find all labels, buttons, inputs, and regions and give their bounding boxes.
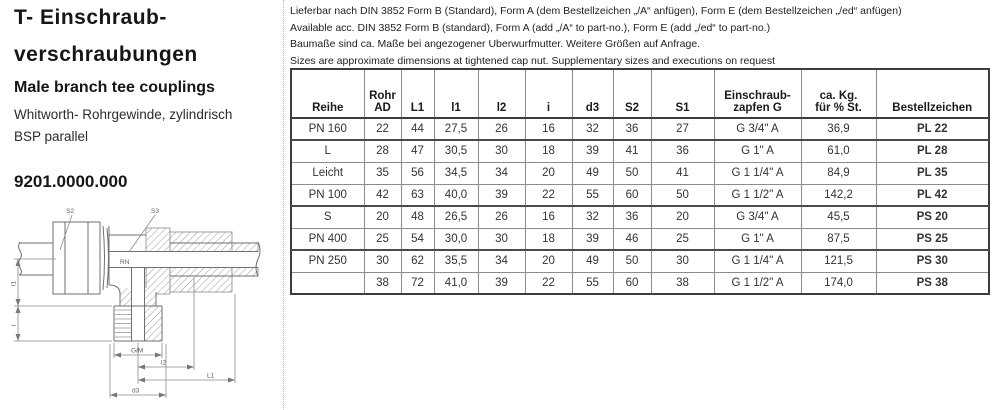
cell-l2: 26 <box>478 206 525 228</box>
cell-zapfen: G 1 1/4" A <box>714 162 801 184</box>
cell-bestell: PL 42 <box>876 184 989 206</box>
info-line-en-2: Sizes are approximate dimensions at tightened cap nut. Supplementary sizes and executions on request <box>290 54 776 67</box>
cell-s2: 41 <box>613 140 651 162</box>
cell-l1: 35,5 <box>434 250 478 272</box>
header-L1: L1 <box>401 69 434 118</box>
cell-reihe: Leicht <box>291 162 364 184</box>
stud-thread-lines <box>115 310 131 337</box>
cell-s1: 25 <box>651 228 714 250</box>
drawing-label-l2: l2 <box>161 359 167 367</box>
table-row <box>291 206 989 228</box>
cell-L1: 44 <box>401 118 434 140</box>
cell-l1: 34,5 <box>434 162 478 184</box>
drawing-label-rn: RN <box>120 259 130 266</box>
cell-kg: 84,9 <box>801 162 876 184</box>
cell-kg: 121,5 <box>801 250 876 272</box>
cell-s1: 41 <box>651 162 714 184</box>
drawing-label-L1: L1 <box>207 372 215 380</box>
cell-L1: 63 <box>401 184 434 206</box>
cell-d3: 55 <box>572 184 613 206</box>
drawing-label-s2: S2 <box>66 208 74 215</box>
cell-L1: 47 <box>401 140 434 162</box>
header-einschraubzapfen: Einschraub- zapfen G <box>714 69 801 118</box>
cell-i: 22 <box>525 272 572 294</box>
table-row <box>291 228 989 250</box>
cell-kg: 61,0 <box>801 140 876 162</box>
cell-d3: 39 <box>572 140 613 162</box>
cell-ad: 42 <box>364 184 401 206</box>
cell-d3: 49 <box>572 250 613 272</box>
header-s1: S1 <box>651 69 714 118</box>
cell-bestell: PS 25 <box>876 228 989 250</box>
header-bestellzeichen: Bestellzeichen <box>876 69 989 118</box>
cell-zapfen: G 1 1/2" A <box>714 184 801 206</box>
cell-l1: 30,5 <box>434 140 478 162</box>
table-body <box>291 118 989 294</box>
table-row <box>291 272 989 294</box>
cell-reihe: L <box>291 140 364 162</box>
table-row <box>291 118 989 140</box>
cell-l2: 30 <box>478 140 525 162</box>
technical-drawing <box>8 202 283 407</box>
cell-L1: 48 <box>401 206 434 228</box>
cell-l2: 39 <box>478 272 525 294</box>
table-row <box>291 250 989 272</box>
cell-ad: 30 <box>364 250 401 272</box>
cell-l2: 34 <box>478 250 525 272</box>
cell-bestell: PS 38 <box>876 272 989 294</box>
cell-kg: 174,0 <box>801 272 876 294</box>
info-line-de-1: Lieferbar nach DIN 3852 Form B (Standard), Form A (dem Bestellzeichen „/A“ anfügen), Form E (dem Bestellzeichen „/ed“ anfügen) <box>290 5 902 17</box>
cell-d3: 32 <box>572 118 613 140</box>
cell-l1: 30,0 <box>434 228 478 250</box>
page-title-line2: verschraubungen <box>14 43 198 66</box>
cell-i: 22 <box>525 184 572 206</box>
cell-l2: 30 <box>478 228 525 250</box>
cell-ad: 22 <box>364 118 401 140</box>
cell-L1: 72 <box>401 272 434 294</box>
header-s2: S2 <box>613 69 651 118</box>
info-line-de-2: Baumaße sind ca. Maße bei angezogener Uberwurfmutter. Weitere Größen auf Anfrage. <box>290 38 701 50</box>
cell-zapfen: G 1" A <box>714 140 801 162</box>
header-d3: d3 <box>572 69 613 118</box>
thread-description-line1: Whitworth- Rohrgewinde, zylindrisch <box>14 107 233 122</box>
cell-i: 16 <box>525 206 572 228</box>
header-rohr-ad: Rohr AD <box>364 69 401 118</box>
cell-i: 20 <box>525 162 572 184</box>
cell-L1: 54 <box>401 228 434 250</box>
cell-reihe: PN 100 <box>291 184 364 206</box>
cell-d3: 49 <box>572 162 613 184</box>
table-header <box>291 69 989 118</box>
cell-l2: 26 <box>478 118 525 140</box>
cell-i: 20 <box>525 250 572 272</box>
cell-bestell: PL 35 <box>876 162 989 184</box>
cell-s1: 38 <box>651 272 714 294</box>
cell-bestell: PL 22 <box>876 118 989 140</box>
cell-zapfen: G 3/4" A <box>714 206 801 228</box>
cell-ad: 25 <box>364 228 401 250</box>
availability-info-block <box>290 3 994 69</box>
header-i: i <box>525 69 572 118</box>
cell-bestell: PL 28 <box>876 140 989 162</box>
cell-l1: 27,5 <box>434 118 478 140</box>
drawing-label-l1: l1 <box>10 280 18 286</box>
drawing-label-gm: G/M <box>131 347 144 355</box>
cell-i: 18 <box>525 228 572 250</box>
cell-s1: 36 <box>651 140 714 162</box>
cell-s2: 36 <box>613 118 651 140</box>
cell-l1: 40,0 <box>434 184 478 206</box>
cell-d3: 39 <box>572 228 613 250</box>
table-row <box>291 140 989 162</box>
cell-s2: 50 <box>613 250 651 272</box>
drawing-label-s3: S3 <box>151 208 159 215</box>
header-l2: l2 <box>478 69 525 118</box>
header-reihe: Reihe <box>291 69 364 118</box>
cell-l2: 34 <box>478 162 525 184</box>
table-row <box>291 162 989 184</box>
info-line-en-1: Available acc. DIN 3852 Form B (standard), Form A (add „/A“ to part-no.), Form E (add „/ed“ to part-no.) <box>290 21 771 34</box>
cell-ad: 20 <box>364 206 401 228</box>
dimensions-table <box>290 68 990 295</box>
cell-ad: 35 <box>364 162 401 184</box>
cell-s2: 60 <box>613 184 651 206</box>
thread-description-line2: BSP parallel <box>14 129 89 144</box>
cell-zapfen: G 1" A <box>714 228 801 250</box>
cell-kg: 142,2 <box>801 184 876 206</box>
cell-reihe: PN 400 <box>291 228 364 250</box>
page-subtitle-en: Male branch tee couplings <box>14 79 215 96</box>
page-title-line1: T- Einschraub- <box>14 6 167 29</box>
cell-zapfen: G 1 1/4" A <box>714 250 801 272</box>
cell-d3: 32 <box>572 206 613 228</box>
table-row <box>291 184 989 206</box>
cell-s2: 50 <box>613 162 651 184</box>
cell-s2: 46 <box>613 228 651 250</box>
cell-bestell: PS 30 <box>876 250 989 272</box>
header-ca-kg: ca. Kg. für % St. <box>801 69 876 118</box>
cell-kg: 87,5 <box>801 228 876 250</box>
header-l1: l1 <box>434 69 478 118</box>
drawing-label-i: i <box>10 324 18 326</box>
left-panel <box>0 0 284 410</box>
series-part-number: 9201.0000.000 <box>14 172 128 191</box>
cell-reihe: S <box>291 206 364 228</box>
cell-s2: 36 <box>613 206 651 228</box>
cell-bestell: PS 20 <box>876 206 989 228</box>
cell-reihe <box>291 272 364 294</box>
cell-i: 16 <box>525 118 572 140</box>
cell-s2: 60 <box>613 272 651 294</box>
cell-s1: 30 <box>651 250 714 272</box>
cell-reihe: PN 160 <box>291 118 364 140</box>
cell-ad: 38 <box>364 272 401 294</box>
cell-d3: 55 <box>572 272 613 294</box>
cell-l1: 26,5 <box>434 206 478 228</box>
cell-zapfen: G 1 1/2" A <box>714 272 801 294</box>
cell-kg: 45,5 <box>801 206 876 228</box>
cell-s1: 27 <box>651 118 714 140</box>
cell-ad: 28 <box>364 140 401 162</box>
drawing-label-d3: d3 <box>132 387 140 395</box>
cell-l1: 41,0 <box>434 272 478 294</box>
cell-l2: 39 <box>478 184 525 206</box>
cell-s1: 50 <box>651 184 714 206</box>
cell-L1: 62 <box>401 250 434 272</box>
cell-s1: 20 <box>651 206 714 228</box>
cell-reihe: PN 250 <box>291 250 364 272</box>
cell-kg: 36,9 <box>801 118 876 140</box>
cell-L1: 56 <box>401 162 434 184</box>
cell-i: 18 <box>525 140 572 162</box>
cell-zapfen: G 3/4" A <box>714 118 801 140</box>
